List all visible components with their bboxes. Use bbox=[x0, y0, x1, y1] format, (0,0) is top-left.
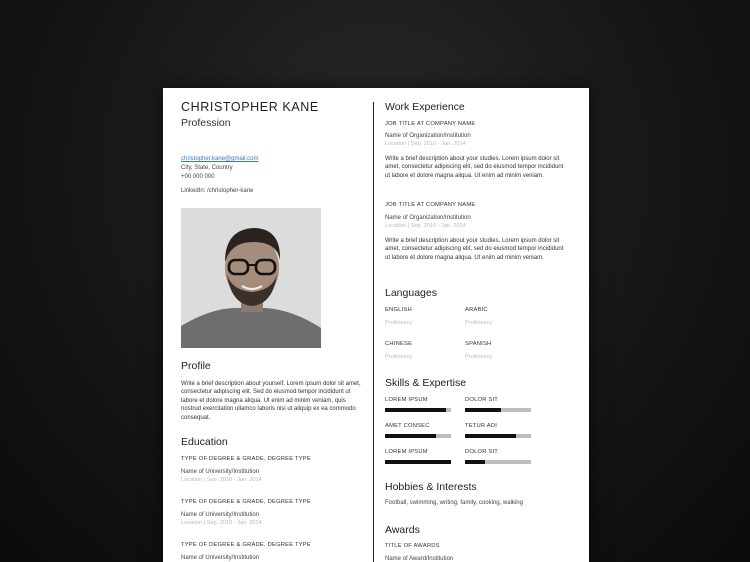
skill-bar-fill bbox=[465, 408, 501, 412]
phone-text: +00 000 000 bbox=[181, 174, 215, 180]
education-meta: Location | Sep. 2010 - Jan. 2014 bbox=[181, 477, 262, 483]
job-meta: Location | Sep. 2010 - Jan. 2014 bbox=[385, 223, 466, 229]
education-heading: Education bbox=[181, 436, 228, 448]
skill-bar-fill bbox=[465, 434, 516, 438]
portrait-image bbox=[181, 208, 321, 348]
education-meta: Location | Sep. 2010 - Jan. 2014 bbox=[181, 520, 262, 526]
skill-bar bbox=[385, 460, 451, 464]
language-name: ENGLISH bbox=[385, 307, 412, 313]
language-level: Proficiency bbox=[385, 320, 413, 326]
profile-text: Write a brief description about yourself. Lorem ipsum dolor sit amet, consectetur adipiscing elit. Sed do eiusmod tempor incididunt ut labore et dolore magna aliqua. Ut enim ad minim veniam, quis nostrud exercitation ullamco laboris nisi ut aliquip ex ea commodo consequat. bbox=[181, 381, 361, 421]
candidate-name: CHRISTOPHER KANE bbox=[181, 100, 319, 114]
skill-name: AMET CONSEC bbox=[385, 423, 430, 429]
hobbies-heading: Hobbies & Interests bbox=[385, 481, 477, 493]
profile-heading: Profile bbox=[181, 360, 211, 372]
job-organization: Name of Organization/Institution bbox=[385, 133, 471, 139]
language-name: SPANISH bbox=[465, 341, 492, 347]
email-link[interactable]: christopher.kane@gmail.com bbox=[181, 156, 259, 162]
skill-bar-fill bbox=[385, 434, 436, 438]
languages-heading: Languages bbox=[385, 287, 437, 299]
education-degree: TYPE OF DEGREE & GRADE, DEGREE TYPE bbox=[181, 456, 311, 462]
skill-bar-fill bbox=[465, 460, 485, 464]
skill-bar bbox=[385, 434, 451, 438]
experience-heading: Work Experience bbox=[385, 101, 465, 113]
skill-name: DOLOR SIT bbox=[465, 449, 499, 455]
skill-name: DOLOR SIT bbox=[465, 397, 499, 403]
awards-heading: Awards bbox=[385, 524, 420, 536]
candidate-profession: Profession bbox=[181, 117, 231, 129]
skill-bar-fill bbox=[385, 408, 446, 412]
language-level: Proficiency bbox=[465, 320, 493, 326]
language-level: Proficiency bbox=[385, 354, 413, 360]
job-description: Write a brief description about your studies. Lorem ipsum dolor sit amet, consectetur adipiscing elit, sed do eiusmod tempor incididunt ut labore et dolore magna aliqua. Ut enim ad minim veniam. bbox=[385, 238, 564, 261]
education-degree: TYPE OF DEGREE & GRADE, DEGREE TYPE bbox=[181, 499, 311, 505]
skill-bar bbox=[465, 434, 531, 438]
column-divider bbox=[373, 102, 374, 562]
profile-photo bbox=[181, 208, 321, 348]
award-organization: Name of Award/Institution bbox=[385, 556, 454, 562]
award-title: TITLE OF AWARDS bbox=[385, 543, 440, 549]
linkedin-text: LinkedIn: /christopher-kane bbox=[181, 188, 254, 194]
skills-heading: Skills & Expertise bbox=[385, 377, 467, 389]
language-name: ARABIC bbox=[465, 307, 488, 313]
language-name: CHINESE bbox=[385, 341, 413, 347]
location-text: City, State, Country bbox=[181, 165, 233, 171]
skill-name: LOREM IPSUM bbox=[385, 397, 428, 403]
hobbies-text: Football, swimming, writing, family, cooking, walking bbox=[385, 500, 523, 506]
skill-name: LOREM IPSUM bbox=[385, 449, 428, 455]
education-institution: Name of University/Institution bbox=[181, 469, 260, 475]
resume-sheet bbox=[163, 88, 589, 562]
job-organization: Name of Organization/Institution bbox=[385, 215, 471, 221]
skill-bar bbox=[465, 408, 531, 412]
education-institution: Name of University/Institution bbox=[181, 555, 260, 561]
skill-bar-fill bbox=[385, 460, 451, 464]
job-description: Write a brief description about your studies. Lorem ipsum dolor sit amet, consectetur adipiscing elit, sed do eiusmod tempor incididunt ut labore et dolore magna aliqua. Ut enim ad minim veniam. bbox=[385, 156, 564, 179]
education-degree: TYPE OF DEGREE & GRADE, DEGREE TYPE bbox=[181, 542, 311, 548]
language-level: Proficiency bbox=[465, 354, 493, 360]
skill-bar bbox=[465, 460, 531, 464]
job-meta: Location | Sep. 2010 - Jan. 2014 bbox=[385, 141, 466, 147]
skill-name: TETUR ADI bbox=[465, 423, 498, 429]
education-institution: Name of University/Institution bbox=[181, 512, 260, 518]
job-title: JOB TITLE AT COMPANY NAME bbox=[385, 121, 476, 127]
skill-bar bbox=[385, 408, 451, 412]
job-title: JOB TITLE AT COMPANY NAME bbox=[385, 202, 476, 208]
